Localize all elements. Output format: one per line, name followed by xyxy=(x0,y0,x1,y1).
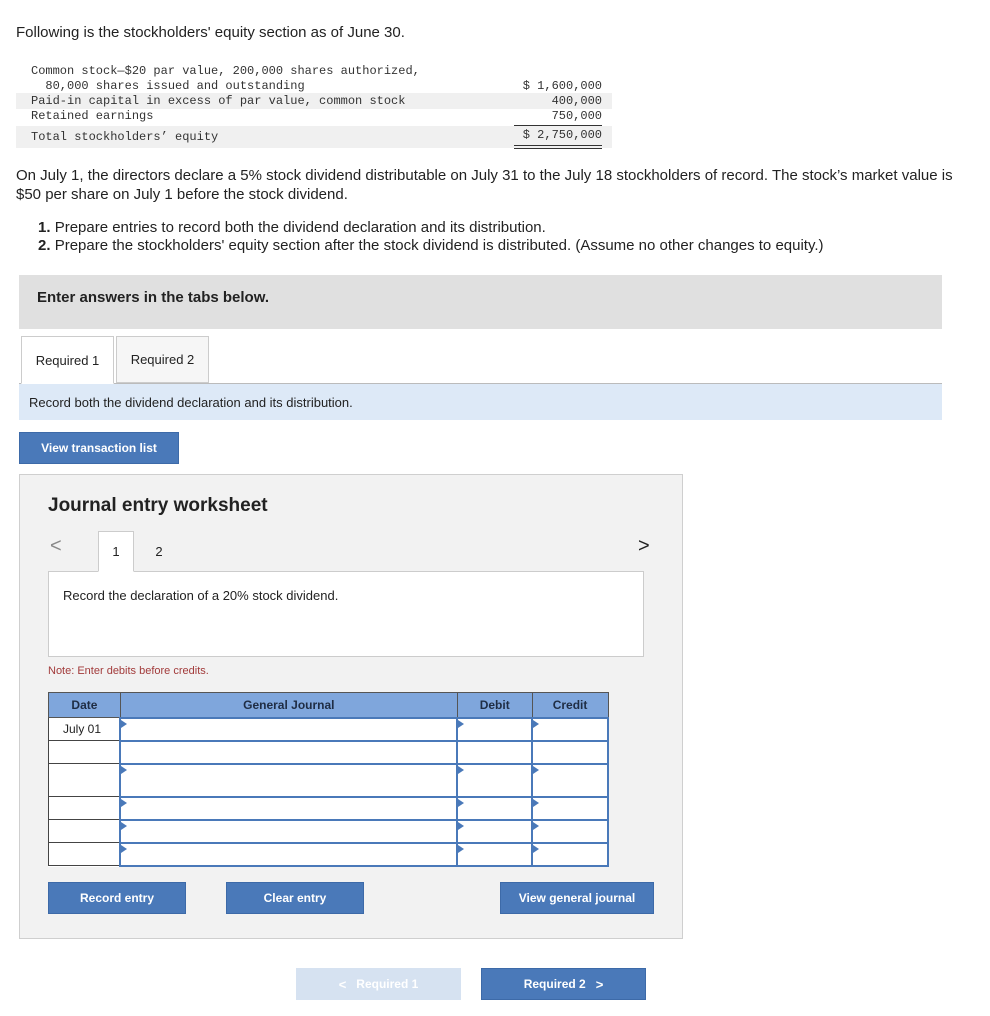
dropdown-indicator-icon xyxy=(121,799,127,807)
chevron-left-icon: < xyxy=(338,976,347,992)
next-page-arrow-icon[interactable]: > xyxy=(638,535,650,557)
requirement-item: 1. Prepare entries to record both the dividend declaration and its distribution. xyxy=(38,219,546,236)
debit-input[interactable] xyxy=(457,797,532,820)
instruction-text: Record both the dividend declaration and its distribution. xyxy=(29,395,353,410)
account-input[interactable] xyxy=(120,718,457,741)
equity-double-underline xyxy=(514,145,602,146)
credit-input[interactable] xyxy=(532,797,608,820)
debit-input[interactable] xyxy=(457,843,532,866)
journal-table xyxy=(48,692,609,867)
next-required-label: Required 2 xyxy=(523,977,586,991)
dropdown-indicator-icon xyxy=(533,799,539,807)
table-row xyxy=(49,797,609,820)
credit-input[interactable] xyxy=(532,764,608,797)
equity-value: 400,000 xyxy=(551,94,602,108)
dropdown-indicator-icon xyxy=(458,720,464,728)
worksheet-title: Journal entry worksheet xyxy=(48,495,268,516)
tab-required-2[interactable]: Required 2 xyxy=(116,336,209,383)
table-row xyxy=(49,843,609,866)
date-cell[interactable] xyxy=(49,741,121,764)
table-row xyxy=(49,741,609,764)
credit-input[interactable] xyxy=(532,718,608,741)
equity-row xyxy=(16,109,612,125)
dropdown-indicator-icon xyxy=(121,845,127,853)
date-cell[interactable] xyxy=(49,843,121,866)
credit-input[interactable] xyxy=(532,820,608,843)
account-input[interactable] xyxy=(120,741,457,764)
dropdown-indicator-icon xyxy=(533,766,539,774)
clear-entry-button[interactable]: Clear entry xyxy=(226,882,364,914)
account-input[interactable] xyxy=(120,764,457,797)
debit-input[interactable] xyxy=(457,764,532,797)
table-row xyxy=(49,718,609,741)
enter-answers-band xyxy=(19,275,942,329)
equity-value: $ 1,600,000 xyxy=(522,79,602,93)
entry-description: Record the declaration of a 20% stock dividend. xyxy=(63,588,339,603)
account-input[interactable] xyxy=(120,843,457,866)
dropdown-indicator-icon xyxy=(458,799,464,807)
equity-row xyxy=(16,62,612,92)
problem-paragraph: On July 1, the directors declare a 5% stock dividend distributable on July 31 to the July 18 stockholders of record. The stock’s market value is $50 per share on July 1 before the stock dividend. xyxy=(16,167,953,203)
entry-note: Note: Enter debits before credits. xyxy=(48,665,209,677)
dropdown-indicator-icon xyxy=(121,720,127,728)
intro-text: Following is the stockholders' equity section as of June 30. xyxy=(16,24,405,41)
equity-row xyxy=(16,93,612,109)
equity-label: Paid-in capital in excess of par value, common stock xyxy=(31,94,406,108)
debit-input[interactable] xyxy=(457,741,532,764)
worksheet-page-1[interactable]: 1 xyxy=(98,531,134,572)
dropdown-indicator-icon xyxy=(458,766,464,774)
table-row xyxy=(49,764,609,797)
prev-required-label: Required 1 xyxy=(356,977,419,991)
date-cell[interactable] xyxy=(49,797,121,820)
entry-description-box xyxy=(48,571,644,657)
account-input[interactable] xyxy=(120,820,457,843)
equity-value: 750,000 xyxy=(551,109,602,123)
dropdown-indicator-icon xyxy=(458,845,464,853)
date-cell[interactable]: July 01 xyxy=(49,718,121,741)
instruction-band xyxy=(19,384,942,420)
credit-header: Credit xyxy=(532,693,608,718)
date-cell[interactable] xyxy=(49,764,121,797)
dropdown-indicator-icon xyxy=(458,822,464,830)
table-row xyxy=(49,820,609,843)
equity-label: Retained earnings xyxy=(31,109,154,123)
equity-double-underline xyxy=(514,148,602,149)
prev-required-button[interactable] xyxy=(296,968,461,1000)
dropdown-indicator-icon xyxy=(121,822,127,830)
dropdown-indicator-icon xyxy=(533,845,539,853)
chevron-right-icon: > xyxy=(595,976,604,992)
equity-label: Common stock—$20 par value, 200,000 shares authorized, 80,000 shares issued and outstanding xyxy=(31,64,420,93)
dropdown-indicator-icon xyxy=(121,766,127,774)
equity-label: Total stockholders’ equity xyxy=(31,130,219,144)
dropdown-indicator-icon xyxy=(533,822,539,830)
general-journal-header: General Journal xyxy=(120,693,457,718)
debit-header: Debit xyxy=(457,693,532,718)
worksheet-page-2[interactable]: 2 xyxy=(155,544,163,559)
tab-required-1[interactable]: Required 1 xyxy=(21,336,114,384)
debit-input[interactable] xyxy=(457,718,532,741)
date-cell[interactable] xyxy=(49,820,121,843)
journal-worksheet-panel xyxy=(19,474,683,939)
debit-input[interactable] xyxy=(457,820,532,843)
next-required-button[interactable] xyxy=(481,968,646,1000)
dropdown-indicator-icon xyxy=(533,720,539,728)
record-entry-button[interactable]: Record entry xyxy=(48,882,186,914)
credit-input[interactable] xyxy=(532,741,608,764)
credit-input[interactable] xyxy=(532,843,608,866)
account-input[interactable] xyxy=(120,797,457,820)
date-header: Date xyxy=(49,693,121,718)
requirements-list xyxy=(38,219,824,255)
view-general-journal-button[interactable]: View general journal xyxy=(500,882,654,914)
prev-page-arrow-icon[interactable]: < xyxy=(50,535,62,557)
enter-answers-text: Enter answers in the tabs below. xyxy=(37,289,270,306)
equity-value: $ 2,750,000 xyxy=(522,128,602,142)
requirement-item: 2. Prepare the stockholders' equity section after the stock dividend is distributed. (Assume no other changes to equity.) xyxy=(38,237,824,254)
view-transaction-list-button[interactable]: View transaction list xyxy=(19,432,179,464)
